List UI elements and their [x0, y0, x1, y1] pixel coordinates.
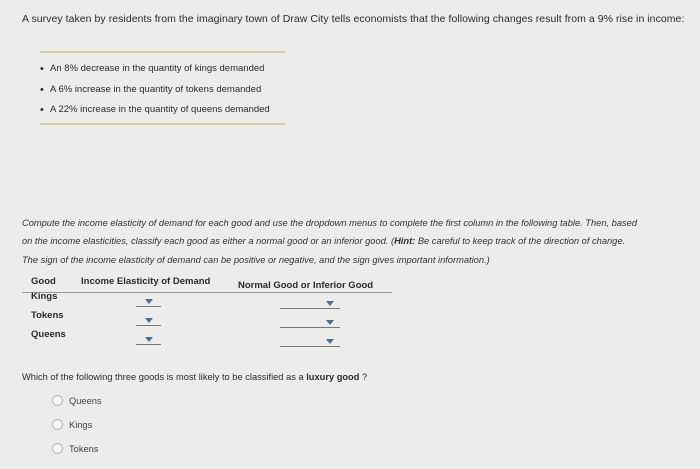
tokens-classification-dropdown[interactable] [280, 315, 340, 328]
change-item-queens: • A 22% increase in the quantity of queens demanded [40, 103, 270, 124]
chevron-down-icon [145, 337, 153, 342]
option-label: Tokens [69, 443, 99, 454]
box-top-rule [40, 51, 285, 53]
instructions-line-3: The sign of the income elasticity of demand can be positive or negative, and the sign gives important information.) [22, 254, 490, 265]
instructions-line-2-end: Be careful to keep track of the direction of change. [415, 236, 626, 247]
chevron-down-icon [145, 299, 153, 304]
instructions-line-1: Compute the income elasticity of demand for each good and use the dropdown menus to complete the first column in the following table. Then, based [22, 218, 637, 228]
chevron-down-icon [145, 318, 153, 323]
change-item-kings: • An 8% decrease in the quantity of kings demanded [40, 62, 270, 83]
intro-text: A survey taken by residents from the imaginary town of Draw City tells economists that the following changes result from a 9% rise in income: [22, 13, 685, 25]
instructions [22, 214, 697, 269]
row-label-kings: Kings [31, 291, 58, 302]
instructions-line-2-start: on the income elasticities, classify each good as either a normal good or an inferior good. ( [22, 236, 395, 247]
question-suffix: ? [359, 372, 368, 382]
queens-elasticity-dropdown[interactable] [136, 332, 161, 345]
kings-elasticity-dropdown[interactable] [136, 294, 161, 307]
header-classification: Normal Good or Inferior Good [238, 280, 374, 291]
hint-label: Hint: [394, 236, 416, 247]
question-text: Which of the following three goods is most likely to be classified as a [22, 372, 307, 382]
chevron-down-icon [326, 301, 334, 306]
queens-classification-dropdown[interactable] [280, 334, 340, 347]
kings-classification-dropdown[interactable] [280, 296, 340, 309]
radio-button[interactable] [52, 443, 63, 454]
chevron-down-icon [326, 320, 334, 325]
instructions-line-2 [22, 232, 697, 250]
option-queens[interactable] [52, 395, 102, 406]
table-header-rule [22, 292, 392, 293]
option-kings[interactable] [52, 419, 92, 430]
question-emphasis: luxury good [306, 372, 360, 382]
option-label: Kings [69, 419, 93, 430]
radio-button[interactable] [52, 419, 63, 430]
tokens-elasticity-dropdown[interactable] [136, 313, 161, 326]
header-elasticity: Income Elasticity of Demand [81, 276, 211, 287]
option-tokens[interactable] [52, 443, 98, 454]
box-bottom-rule [40, 123, 285, 125]
chevron-down-icon [326, 339, 334, 344]
change-item-tokens: • A 6% increase in the quantity of tokens demanded [40, 83, 270, 104]
changes-list [40, 62, 270, 124]
option-label: Queens [69, 395, 102, 406]
luxury-question [22, 372, 367, 382]
row-label-queens: Queens [31, 329, 66, 340]
header-good: Good [31, 276, 56, 287]
row-label-tokens: Tokens [31, 310, 64, 321]
radio-button[interactable] [52, 395, 63, 406]
